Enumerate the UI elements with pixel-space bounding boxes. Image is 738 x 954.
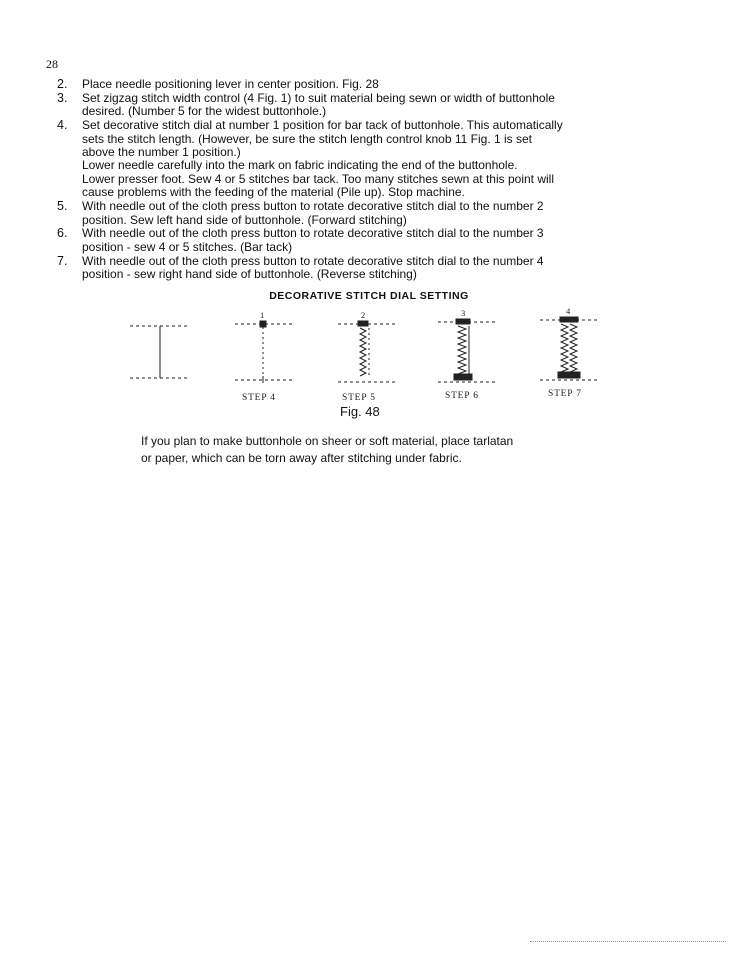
dial-number-1: 1 [260, 310, 265, 320]
step-2 [57, 78, 677, 91]
instruction-list [57, 78, 677, 282]
dial-number-4: 4 [566, 306, 571, 316]
step-line: Place needle positioning lever in center position. Fig. 28 [82, 77, 379, 91]
step-line: Set decorative stitch dial at number 1 position for bar tack of buttonhole. This automatically [82, 118, 563, 133]
dial-number-3: 3 [461, 308, 466, 318]
step-6 [57, 227, 677, 254]
figure-caption: Fig. 48 [340, 404, 380, 419]
step-line: cause problems with the feeding of the material (Pile up). Stop machine. [82, 185, 465, 200]
step-7 [57, 255, 677, 282]
step-number: 3. [57, 90, 68, 105]
step-number: 4. [57, 118, 68, 133]
step-line: position - sew 4 or 5 stitches. (Bar tack) [82, 239, 293, 254]
buttonhole-stitch-diagram [120, 306, 610, 402]
step-line: With needle out of the cloth press button to rotate decorative stitch dial to the number 3 [82, 226, 544, 241]
step-number: 5. [57, 199, 68, 214]
step-label-5: STEP 5 [342, 393, 376, 402]
step-5 [57, 200, 677, 227]
step-line: Set zigzag stitch width control (4 Fig. 1) to suit material being sewn or width of buttonhole [82, 90, 555, 105]
buttonhole-mark-initial [130, 326, 190, 378]
buttonhole-step-6 [438, 319, 495, 382]
step-number: 7. [57, 253, 68, 268]
footer-rule [530, 941, 726, 942]
step-label-7: STEP 7 [548, 389, 582, 399]
step-line: With needle out of the cloth press button to rotate decorative stitch dial to the number 4 [82, 253, 544, 268]
step-number: 6. [57, 226, 68, 241]
step-line: desired. (Number 5 for the widest buttonhole.) [82, 104, 327, 119]
step-line: Lower presser foot. Sew 4 or 5 stitches bar tack. Too many stitches sewn at this point will [82, 171, 554, 186]
step-label-6: STEP 6 [445, 391, 479, 401]
figure-title: DECORATIVE STITCH DIAL SETTING [269, 290, 469, 302]
step-number: 2. [57, 77, 68, 91]
step-4 [57, 119, 677, 199]
step-line: position - sew right hand side of buttonhole. (Reverse stitching) [82, 267, 417, 282]
note-paragraph [141, 433, 641, 467]
buttonhole-step-7 [540, 317, 598, 380]
step-line: above the number 1 position.) [82, 145, 241, 160]
buttonhole-step-4 [235, 321, 292, 383]
step-line: sets the stitch length. (However, be sure the stitch length control knob 11 Fig. 1 is set [82, 131, 533, 146]
dial-number-2: 2 [361, 310, 366, 320]
note-line: or paper, which can be torn away after stitching under fabric. [141, 451, 462, 465]
step-line: With needle out of the cloth press button to rotate decorative stitch dial to the number 2 [82, 199, 544, 214]
step-label-4: STEP 4 [242, 393, 276, 402]
note-line: If you plan to make buttonhole on sheer or soft material, place tarlatan [141, 434, 514, 448]
step-line: position. Sew left hand side of buttonhole. (Forward stitching) [82, 212, 407, 227]
step-3 [57, 92, 677, 119]
step-line: Lower needle carefully into the mark on fabric indicating the end of the buttonhole. [82, 158, 518, 173]
page-number: 28 [46, 57, 58, 71]
buttonhole-step-5 [338, 321, 395, 382]
